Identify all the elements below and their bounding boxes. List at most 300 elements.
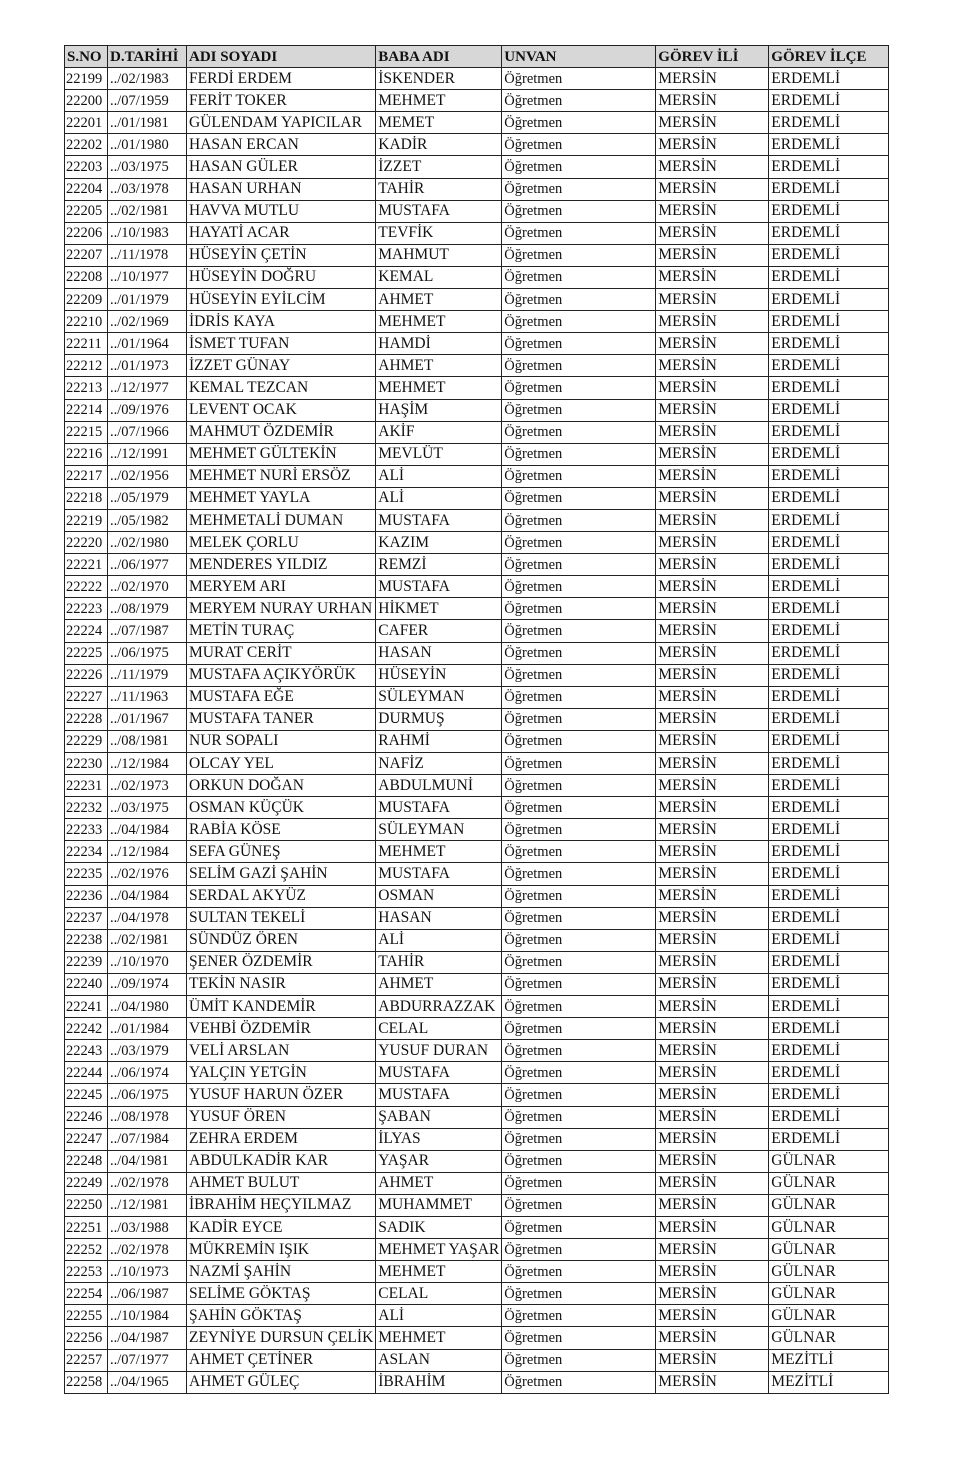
cell-birth-date: ../02/1978 (108, 1239, 187, 1261)
cell-title: Öğretmen (502, 819, 656, 841)
cell-sno: 22237 (65, 907, 108, 929)
cell-full-name: HÜSEYİN ÇETİN (187, 244, 376, 266)
cell-birth-date: ../12/1981 (108, 1194, 187, 1216)
cell-full-name: AHMET BULUT (187, 1172, 376, 1194)
cell-sno: 22258 (65, 1371, 108, 1393)
cell-birth-date: ../02/1978 (108, 1172, 187, 1194)
cell-title: Öğretmen (502, 951, 656, 973)
table-row (65, 885, 889, 907)
cell-title: Öğretmen (502, 1062, 656, 1084)
cell-title: Öğretmen (502, 1371, 656, 1393)
cell-province: MERSİN (656, 377, 769, 399)
cell-father-name: YAŞAR (376, 1150, 502, 1172)
cell-full-name: İBRAHİM HEÇYILMAZ (187, 1194, 376, 1216)
cell-province: MERSİN (656, 1062, 769, 1084)
cell-province: MERSİN (656, 333, 769, 355)
cell-father-name: CELAL (376, 1283, 502, 1305)
cell-full-name: MUSTAFA EĞE (187, 686, 376, 708)
cell-father-name: CAFER (376, 620, 502, 642)
cell-birth-date: ../06/1975 (108, 642, 187, 664)
cell-title: Öğretmen (502, 1239, 656, 1261)
cell-father-name: HİKMET (376, 598, 502, 620)
cell-full-name: YUSUF ÖREN (187, 1106, 376, 1128)
cell-birth-date: ../04/1981 (108, 1150, 187, 1172)
cell-birth-date: ../01/1967 (108, 708, 187, 730)
cell-father-name: AKİF (376, 421, 502, 443)
cell-title: Öğretmen (502, 863, 656, 885)
cell-father-name: İZZET (376, 156, 502, 178)
cell-full-name: YUSUF HARUN ÖZER (187, 1084, 376, 1106)
cell-sno: 22255 (65, 1305, 108, 1327)
table-row (65, 576, 889, 598)
cell-title: Öğretmen (502, 1040, 656, 1062)
table-row (65, 996, 889, 1018)
cell-father-name: MEHMET (376, 377, 502, 399)
cell-sno: 22209 (65, 289, 108, 311)
cell-full-name: SELİME GÖKTAŞ (187, 1283, 376, 1305)
table-row (65, 1371, 889, 1393)
cell-district: ERDEMLİ (769, 753, 889, 775)
cell-sno: 22200 (65, 90, 108, 112)
cell-sno: 22226 (65, 664, 108, 686)
cell-district: ERDEMLİ (769, 1106, 889, 1128)
cell-district: ERDEMLİ (769, 797, 889, 819)
cell-district: ERDEMLİ (769, 775, 889, 797)
table-row (65, 355, 889, 377)
cell-province: MERSİN (656, 266, 769, 288)
cell-sno: 22206 (65, 222, 108, 244)
cell-birth-date: ../08/1978 (108, 1106, 187, 1128)
cell-district: ERDEMLİ (769, 841, 889, 863)
cell-district: GÜLNAR (769, 1261, 889, 1283)
cell-full-name: LEVENT OCAK (187, 399, 376, 421)
cell-father-name: İLYAS (376, 1128, 502, 1150)
table-row (65, 289, 889, 311)
cell-full-name: MERYEM NURAY URHAN (187, 598, 376, 620)
cell-birth-date: ../04/1978 (108, 907, 187, 929)
cell-province: MERSİN (656, 1261, 769, 1283)
cell-province: MERSİN (656, 178, 769, 200)
cell-title: Öğretmen (502, 1216, 656, 1238)
cell-father-name: OSMAN (376, 885, 502, 907)
cell-sno: 22243 (65, 1040, 108, 1062)
cell-birth-date: ../07/1984 (108, 1128, 187, 1150)
cell-birth-date: ../10/1973 (108, 1261, 187, 1283)
cell-birth-date: ../11/1978 (108, 244, 187, 266)
table-row (65, 443, 889, 465)
cell-full-name: MUSTAFA AÇIKYÖRÜK (187, 664, 376, 686)
cell-birth-date: ../06/1974 (108, 1062, 187, 1084)
cell-father-name: MEVLÜT (376, 443, 502, 465)
cell-title: Öğretmen (502, 465, 656, 487)
table-row (65, 1349, 889, 1371)
cell-district: ERDEMLİ (769, 1018, 889, 1040)
table-row (65, 1062, 889, 1084)
cell-title: Öğretmen (502, 1084, 656, 1106)
cell-sno: 22249 (65, 1172, 108, 1194)
cell-full-name: MELEK ÇORLU (187, 532, 376, 554)
cell-title: Öğretmen (502, 399, 656, 421)
cell-district: ERDEMLİ (769, 996, 889, 1018)
cell-title: Öğretmen (502, 1128, 656, 1150)
cell-birth-date: ../03/1978 (108, 178, 187, 200)
cell-sno: 22233 (65, 819, 108, 841)
cell-birth-date: ../03/1975 (108, 797, 187, 819)
table-row (65, 907, 889, 929)
cell-sno: 22222 (65, 576, 108, 598)
table-row (65, 134, 889, 156)
cell-full-name: VELİ ARSLAN (187, 1040, 376, 1062)
cell-birth-date: ../03/1975 (108, 156, 187, 178)
table-row (65, 1327, 889, 1349)
cell-province: MERSİN (656, 620, 769, 642)
cell-father-name: MUSTAFA (376, 1062, 502, 1084)
cell-father-name: TEVFİK (376, 222, 502, 244)
cell-district: ERDEMLİ (769, 156, 889, 178)
table-row (65, 421, 889, 443)
cell-title: Öğretmen (502, 1349, 656, 1371)
cell-full-name: MUSTAFA TANER (187, 708, 376, 730)
column-header-title: UNVAN (502, 46, 656, 68)
cell-province: MERSİN (656, 112, 769, 134)
cell-province: MERSİN (656, 1283, 769, 1305)
cell-province: MERSİN (656, 1194, 769, 1216)
cell-title: Öğretmen (502, 753, 656, 775)
cell-title: Öğretmen (502, 1194, 656, 1216)
cell-province: MERSİN (656, 973, 769, 995)
cell-full-name: MÜKREMİN IŞIK (187, 1239, 376, 1261)
cell-province: MERSİN (656, 1349, 769, 1371)
cell-full-name: HASAN URHAN (187, 178, 376, 200)
cell-title: Öğretmen (502, 532, 656, 554)
cell-province: MERSİN (656, 753, 769, 775)
table-row (65, 819, 889, 841)
cell-district: ERDEMLİ (769, 598, 889, 620)
cell-province: MERSİN (656, 134, 769, 156)
cell-sno: 22235 (65, 863, 108, 885)
table-row (65, 487, 889, 509)
cell-father-name: ALİ (376, 1305, 502, 1327)
cell-father-name: HÜSEYİN (376, 664, 502, 686)
cell-father-name: KAZIM (376, 532, 502, 554)
cell-district: ERDEMLİ (769, 487, 889, 509)
cell-sno: 22225 (65, 642, 108, 664)
cell-sno: 22240 (65, 973, 108, 995)
cell-full-name: TEKİN NASIR (187, 973, 376, 995)
cell-birth-date: ../07/1977 (108, 1349, 187, 1371)
table-row (65, 1216, 889, 1238)
cell-province: MERSİN (656, 244, 769, 266)
cell-sno: 22224 (65, 620, 108, 642)
cell-title: Öğretmen (502, 355, 656, 377)
cell-district: GÜLNAR (769, 1172, 889, 1194)
cell-father-name: CELAL (376, 1018, 502, 1040)
cell-father-name: AHMET (376, 973, 502, 995)
table-body (65, 68, 889, 1394)
cell-title: Öğretmen (502, 200, 656, 222)
cell-father-name: MAHMUT (376, 244, 502, 266)
cell-full-name: İZZET GÜNAY (187, 355, 376, 377)
cell-province: MERSİN (656, 289, 769, 311)
cell-district: ERDEMLİ (769, 222, 889, 244)
cell-full-name: GÜLENDAM YAPICILAR (187, 112, 376, 134)
cell-birth-date: ../11/1963 (108, 686, 187, 708)
cell-birth-date: ../10/1984 (108, 1305, 187, 1327)
cell-province: MERSİN (656, 708, 769, 730)
cell-district: ERDEMLİ (769, 1040, 889, 1062)
cell-province: MERSİN (656, 1371, 769, 1393)
cell-district: ERDEMLİ (769, 200, 889, 222)
cell-province: MERSİN (656, 885, 769, 907)
cell-district: ERDEMLİ (769, 1062, 889, 1084)
table-row (65, 951, 889, 973)
cell-sno: 22223 (65, 598, 108, 620)
cell-full-name: MAHMUT ÖZDEMİR (187, 421, 376, 443)
column-header-full-name: ADI SOYADI (187, 46, 376, 68)
cell-district: ERDEMLİ (769, 311, 889, 333)
cell-sno: 22212 (65, 355, 108, 377)
table-row (65, 929, 889, 951)
cell-father-name: HAŞİM (376, 399, 502, 421)
cell-province: MERSİN (656, 311, 769, 333)
cell-father-name: TAHİR (376, 178, 502, 200)
cell-province: MERSİN (656, 797, 769, 819)
cell-province: MERSİN (656, 686, 769, 708)
cell-title: Öğretmen (502, 289, 656, 311)
cell-full-name: SELİM GAZİ ŞAHİN (187, 863, 376, 885)
cell-birth-date: ../02/1956 (108, 465, 187, 487)
cell-title: Öğretmen (502, 554, 656, 576)
cell-title: Öğretmen (502, 1261, 656, 1283)
cell-sno: 22207 (65, 244, 108, 266)
cell-full-name: FERDİ ERDEM (187, 68, 376, 90)
cell-district: ERDEMLİ (769, 664, 889, 686)
cell-full-name: ŞENER ÖZDEMİR (187, 951, 376, 973)
cell-birth-date: ../02/1970 (108, 576, 187, 598)
cell-sno: 22202 (65, 134, 108, 156)
cell-province: MERSİN (656, 1305, 769, 1327)
cell-district: ERDEMLİ (769, 377, 889, 399)
cell-full-name: ABDULKADİR KAR (187, 1150, 376, 1172)
cell-title: Öğretmen (502, 1327, 656, 1349)
table-row (65, 1305, 889, 1327)
cell-birth-date: ../08/1979 (108, 598, 187, 620)
cell-sno: 22248 (65, 1150, 108, 1172)
cell-province: MERSİN (656, 465, 769, 487)
cell-birth-date: ../07/1966 (108, 421, 187, 443)
cell-title: Öğretmen (502, 973, 656, 995)
cell-province: MERSİN (656, 951, 769, 973)
table-row (65, 178, 889, 200)
cell-birth-date: ../01/1973 (108, 355, 187, 377)
cell-sno: 22205 (65, 200, 108, 222)
cell-full-name: OSMAN KÜÇÜK (187, 797, 376, 819)
table-row (65, 112, 889, 134)
cell-province: MERSİN (656, 421, 769, 443)
cell-title: Öğretmen (502, 311, 656, 333)
cell-birth-date: ../05/1982 (108, 509, 187, 531)
cell-sno: 22253 (65, 1261, 108, 1283)
cell-birth-date: ../12/1977 (108, 377, 187, 399)
cell-province: MERSİN (656, 907, 769, 929)
cell-father-name: MUSTAFA (376, 200, 502, 222)
table-row (65, 1172, 889, 1194)
table-row (65, 686, 889, 708)
cell-full-name: SEFA GÜNEŞ (187, 841, 376, 863)
table-row (65, 1239, 889, 1261)
cell-father-name: ALİ (376, 487, 502, 509)
cell-province: MERSİN (656, 443, 769, 465)
cell-full-name: MEHMETALİ DUMAN (187, 509, 376, 531)
cell-sno: 22214 (65, 399, 108, 421)
cell-father-name: MUSTAFA (376, 1084, 502, 1106)
cell-birth-date: ../02/1973 (108, 775, 187, 797)
cell-sno: 22256 (65, 1327, 108, 1349)
cell-province: MERSİN (656, 819, 769, 841)
cell-title: Öğretmen (502, 775, 656, 797)
column-header-province: GÖREV İLİ (656, 46, 769, 68)
table-row (65, 1194, 889, 1216)
cell-birth-date: ../02/1969 (108, 311, 187, 333)
cell-birth-date: ../08/1981 (108, 730, 187, 752)
cell-sno: 22245 (65, 1084, 108, 1106)
cell-father-name: MEHMET (376, 90, 502, 112)
cell-district: ERDEMLİ (769, 620, 889, 642)
cell-province: MERSİN (656, 996, 769, 1018)
cell-title: Öğretmen (502, 487, 656, 509)
cell-sno: 22246 (65, 1106, 108, 1128)
table-row (65, 1018, 889, 1040)
cell-father-name: ALİ (376, 929, 502, 951)
cell-birth-date: ../03/1988 (108, 1216, 187, 1238)
cell-province: MERSİN (656, 1216, 769, 1238)
cell-district: ERDEMLİ (769, 443, 889, 465)
cell-father-name: MUSTAFA (376, 509, 502, 531)
column-header-birth-date: D.TARİHİ (108, 46, 187, 68)
cell-birth-date: ../05/1979 (108, 487, 187, 509)
cell-province: MERSİN (656, 200, 769, 222)
cell-title: Öğretmen (502, 333, 656, 355)
table-row (65, 311, 889, 333)
cell-father-name: AHMET (376, 355, 502, 377)
cell-province: MERSİN (656, 487, 769, 509)
table-row (65, 730, 889, 752)
cell-title: Öğretmen (502, 1305, 656, 1327)
cell-title: Öğretmen (502, 1106, 656, 1128)
cell-birth-date: ../02/1980 (108, 532, 187, 554)
table-row (65, 1128, 889, 1150)
table-row (65, 708, 889, 730)
cell-sno: 22257 (65, 1349, 108, 1371)
cell-sno: 22218 (65, 487, 108, 509)
cell-district: ERDEMLİ (769, 266, 889, 288)
cell-birth-date: ../12/1984 (108, 841, 187, 863)
cell-province: MERSİN (656, 775, 769, 797)
cell-full-name: VEHBİ ÖZDEMİR (187, 1018, 376, 1040)
cell-father-name: ALİ (376, 465, 502, 487)
cell-full-name: SULTAN TEKELİ (187, 907, 376, 929)
cell-birth-date: ../10/1983 (108, 222, 187, 244)
table-row (65, 156, 889, 178)
cell-full-name: HAYATİ ACAR (187, 222, 376, 244)
cell-title: Öğretmen (502, 266, 656, 288)
table-row (65, 333, 889, 355)
cell-title: Öğretmen (502, 620, 656, 642)
cell-full-name: KEMAL TEZCAN (187, 377, 376, 399)
cell-district: ERDEMLİ (769, 642, 889, 664)
cell-full-name: İSMET TUFAN (187, 333, 376, 355)
cell-district: ERDEMLİ (769, 509, 889, 531)
cell-father-name: ŞABAN (376, 1106, 502, 1128)
table-row (65, 973, 889, 995)
cell-father-name: REMZİ (376, 554, 502, 576)
cell-full-name: OLCAY YEL (187, 753, 376, 775)
cell-full-name: NUR SOPALI (187, 730, 376, 752)
cell-province: MERSİN (656, 156, 769, 178)
cell-full-name: FERİT TOKER (187, 90, 376, 112)
cell-title: Öğretmen (502, 907, 656, 929)
cell-father-name: HAMDİ (376, 333, 502, 355)
table-row (65, 200, 889, 222)
cell-district: ERDEMLİ (769, 90, 889, 112)
cell-title: Öğretmen (502, 443, 656, 465)
cell-birth-date: ../01/1964 (108, 333, 187, 355)
cell-birth-date: ../10/1977 (108, 266, 187, 288)
cell-district: ERDEMLİ (769, 465, 889, 487)
cell-province: MERSİN (656, 68, 769, 90)
cell-province: MERSİN (656, 1128, 769, 1150)
cell-father-name: MUSTAFA (376, 576, 502, 598)
cell-father-name: TAHİR (376, 951, 502, 973)
cell-province: MERSİN (656, 1150, 769, 1172)
cell-title: Öğretmen (502, 686, 656, 708)
cell-birth-date: ../04/1984 (108, 885, 187, 907)
cell-birth-date: ../04/1984 (108, 819, 187, 841)
cell-title: Öğretmen (502, 885, 656, 907)
cell-full-name: MEHMET YAYLA (187, 487, 376, 509)
table-row (65, 1283, 889, 1305)
cell-title: Öğretmen (502, 178, 656, 200)
cell-full-name: KADİR EYCE (187, 1216, 376, 1238)
cell-sno: 22244 (65, 1062, 108, 1084)
cell-father-name: KADİR (376, 134, 502, 156)
cell-sno: 22217 (65, 465, 108, 487)
cell-district: ERDEMLİ (769, 333, 889, 355)
cell-birth-date: ../02/1981 (108, 929, 187, 951)
cell-sno: 22236 (65, 885, 108, 907)
cell-title: Öğretmen (502, 244, 656, 266)
cell-sno: 22242 (65, 1018, 108, 1040)
cell-sno: 22215 (65, 421, 108, 443)
cell-sno: 22201 (65, 112, 108, 134)
cell-district: GÜLNAR (769, 1327, 889, 1349)
cell-father-name: SÜLEYMAN (376, 819, 502, 841)
cell-sno: 22232 (65, 797, 108, 819)
cell-title: Öğretmen (502, 134, 656, 156)
cell-title: Öğretmen (502, 377, 656, 399)
cell-title: Öğretmen (502, 1018, 656, 1040)
cell-full-name: AHMET GÜLEÇ (187, 1371, 376, 1393)
cell-sno: 22228 (65, 708, 108, 730)
cell-province: MERSİN (656, 642, 769, 664)
table-row (65, 68, 889, 90)
cell-birth-date: ../06/1975 (108, 1084, 187, 1106)
cell-full-name: MEHMET GÜLTEKİN (187, 443, 376, 465)
cell-sno: 22220 (65, 532, 108, 554)
cell-birth-date: ../04/1965 (108, 1371, 187, 1393)
cell-sno: 22238 (65, 929, 108, 951)
column-header-father-name: BABA ADI (376, 46, 502, 68)
